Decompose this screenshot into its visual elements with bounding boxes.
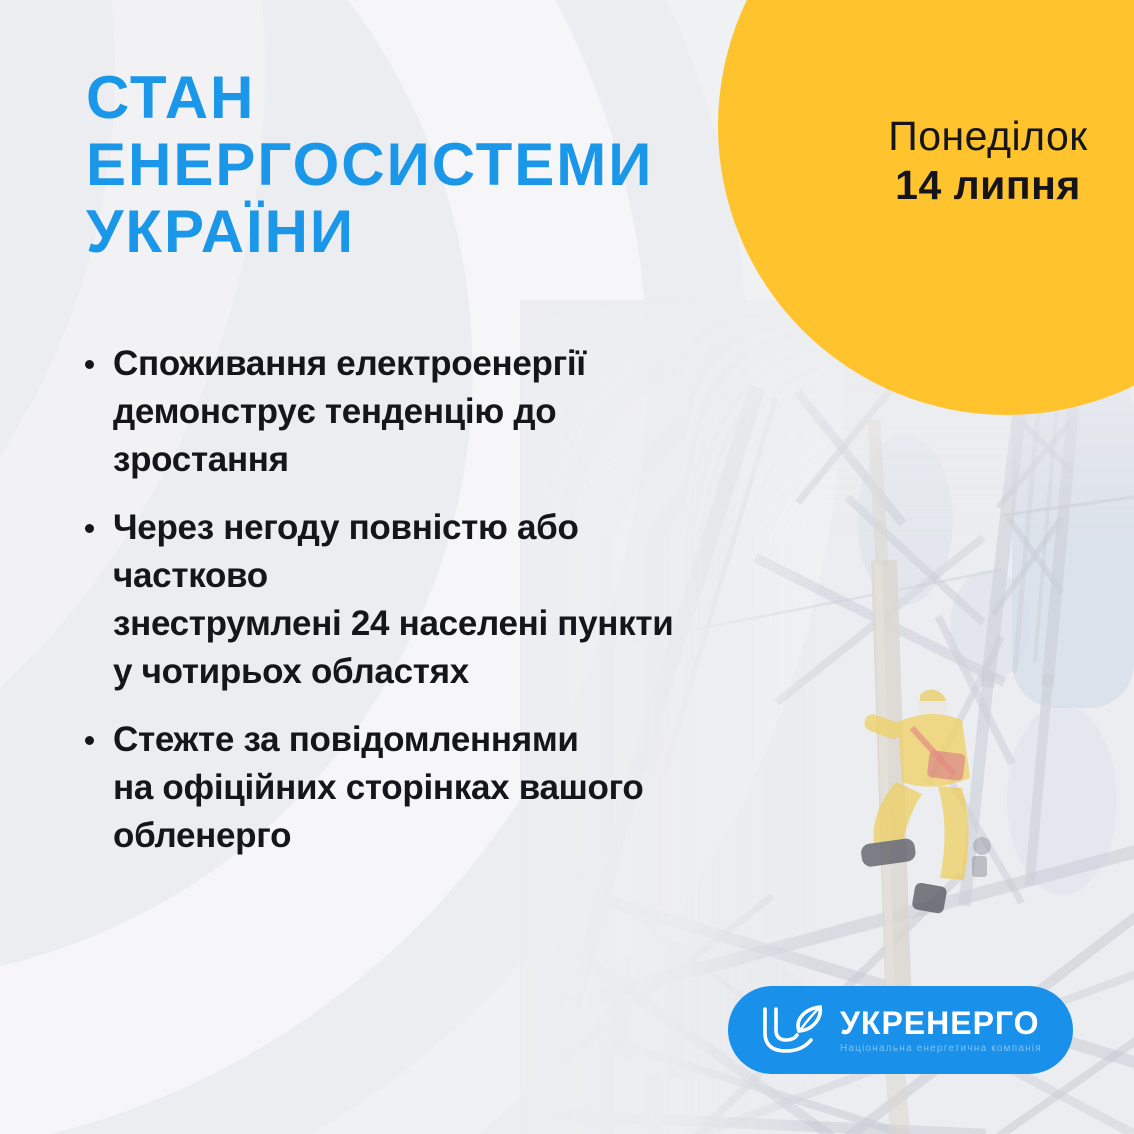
bullet-line: демонструє тенденцію до зростання [113,392,557,479]
badge-date: 14 липня [895,162,1081,208]
bullet-line: Стежте за повідомленнями [113,720,579,759]
bullet-item-outages [85,504,705,696]
title-line-1: СТАН [86,64,256,131]
date-badge-text [828,112,1134,210]
bullet-line: у чотирьох областях [113,652,469,691]
logo-texts [840,1006,1042,1054]
title-line-3: УКРАЇНИ [86,198,356,265]
bullet-line: Через негоду повністю або частково [113,508,579,595]
bullet-line: Споживання електроенергії [113,344,586,383]
logo-wordmark: УКРЕНЕРГО [840,1005,1040,1041]
bullet-item-follow-updates [85,716,705,860]
page-title [86,64,653,265]
bullet-list [85,340,705,880]
bullet-line: на офіційних сторінках вашого [113,768,644,807]
badge-weekday: Понеділок [888,113,1088,159]
logo-tagline: Національна енергетична компанія [840,1043,1042,1054]
bullet-item-consumption [85,340,705,484]
bullet-line: знеструмлені 24 населені пункти [113,604,674,643]
bullet-line: обленерго [113,816,292,855]
ukrenergo-leaf-u-icon [760,1003,826,1057]
ukrenergo-logo [728,986,1073,1074]
title-line-2: ЕНЕРГОСИСТЕМИ [86,131,654,198]
